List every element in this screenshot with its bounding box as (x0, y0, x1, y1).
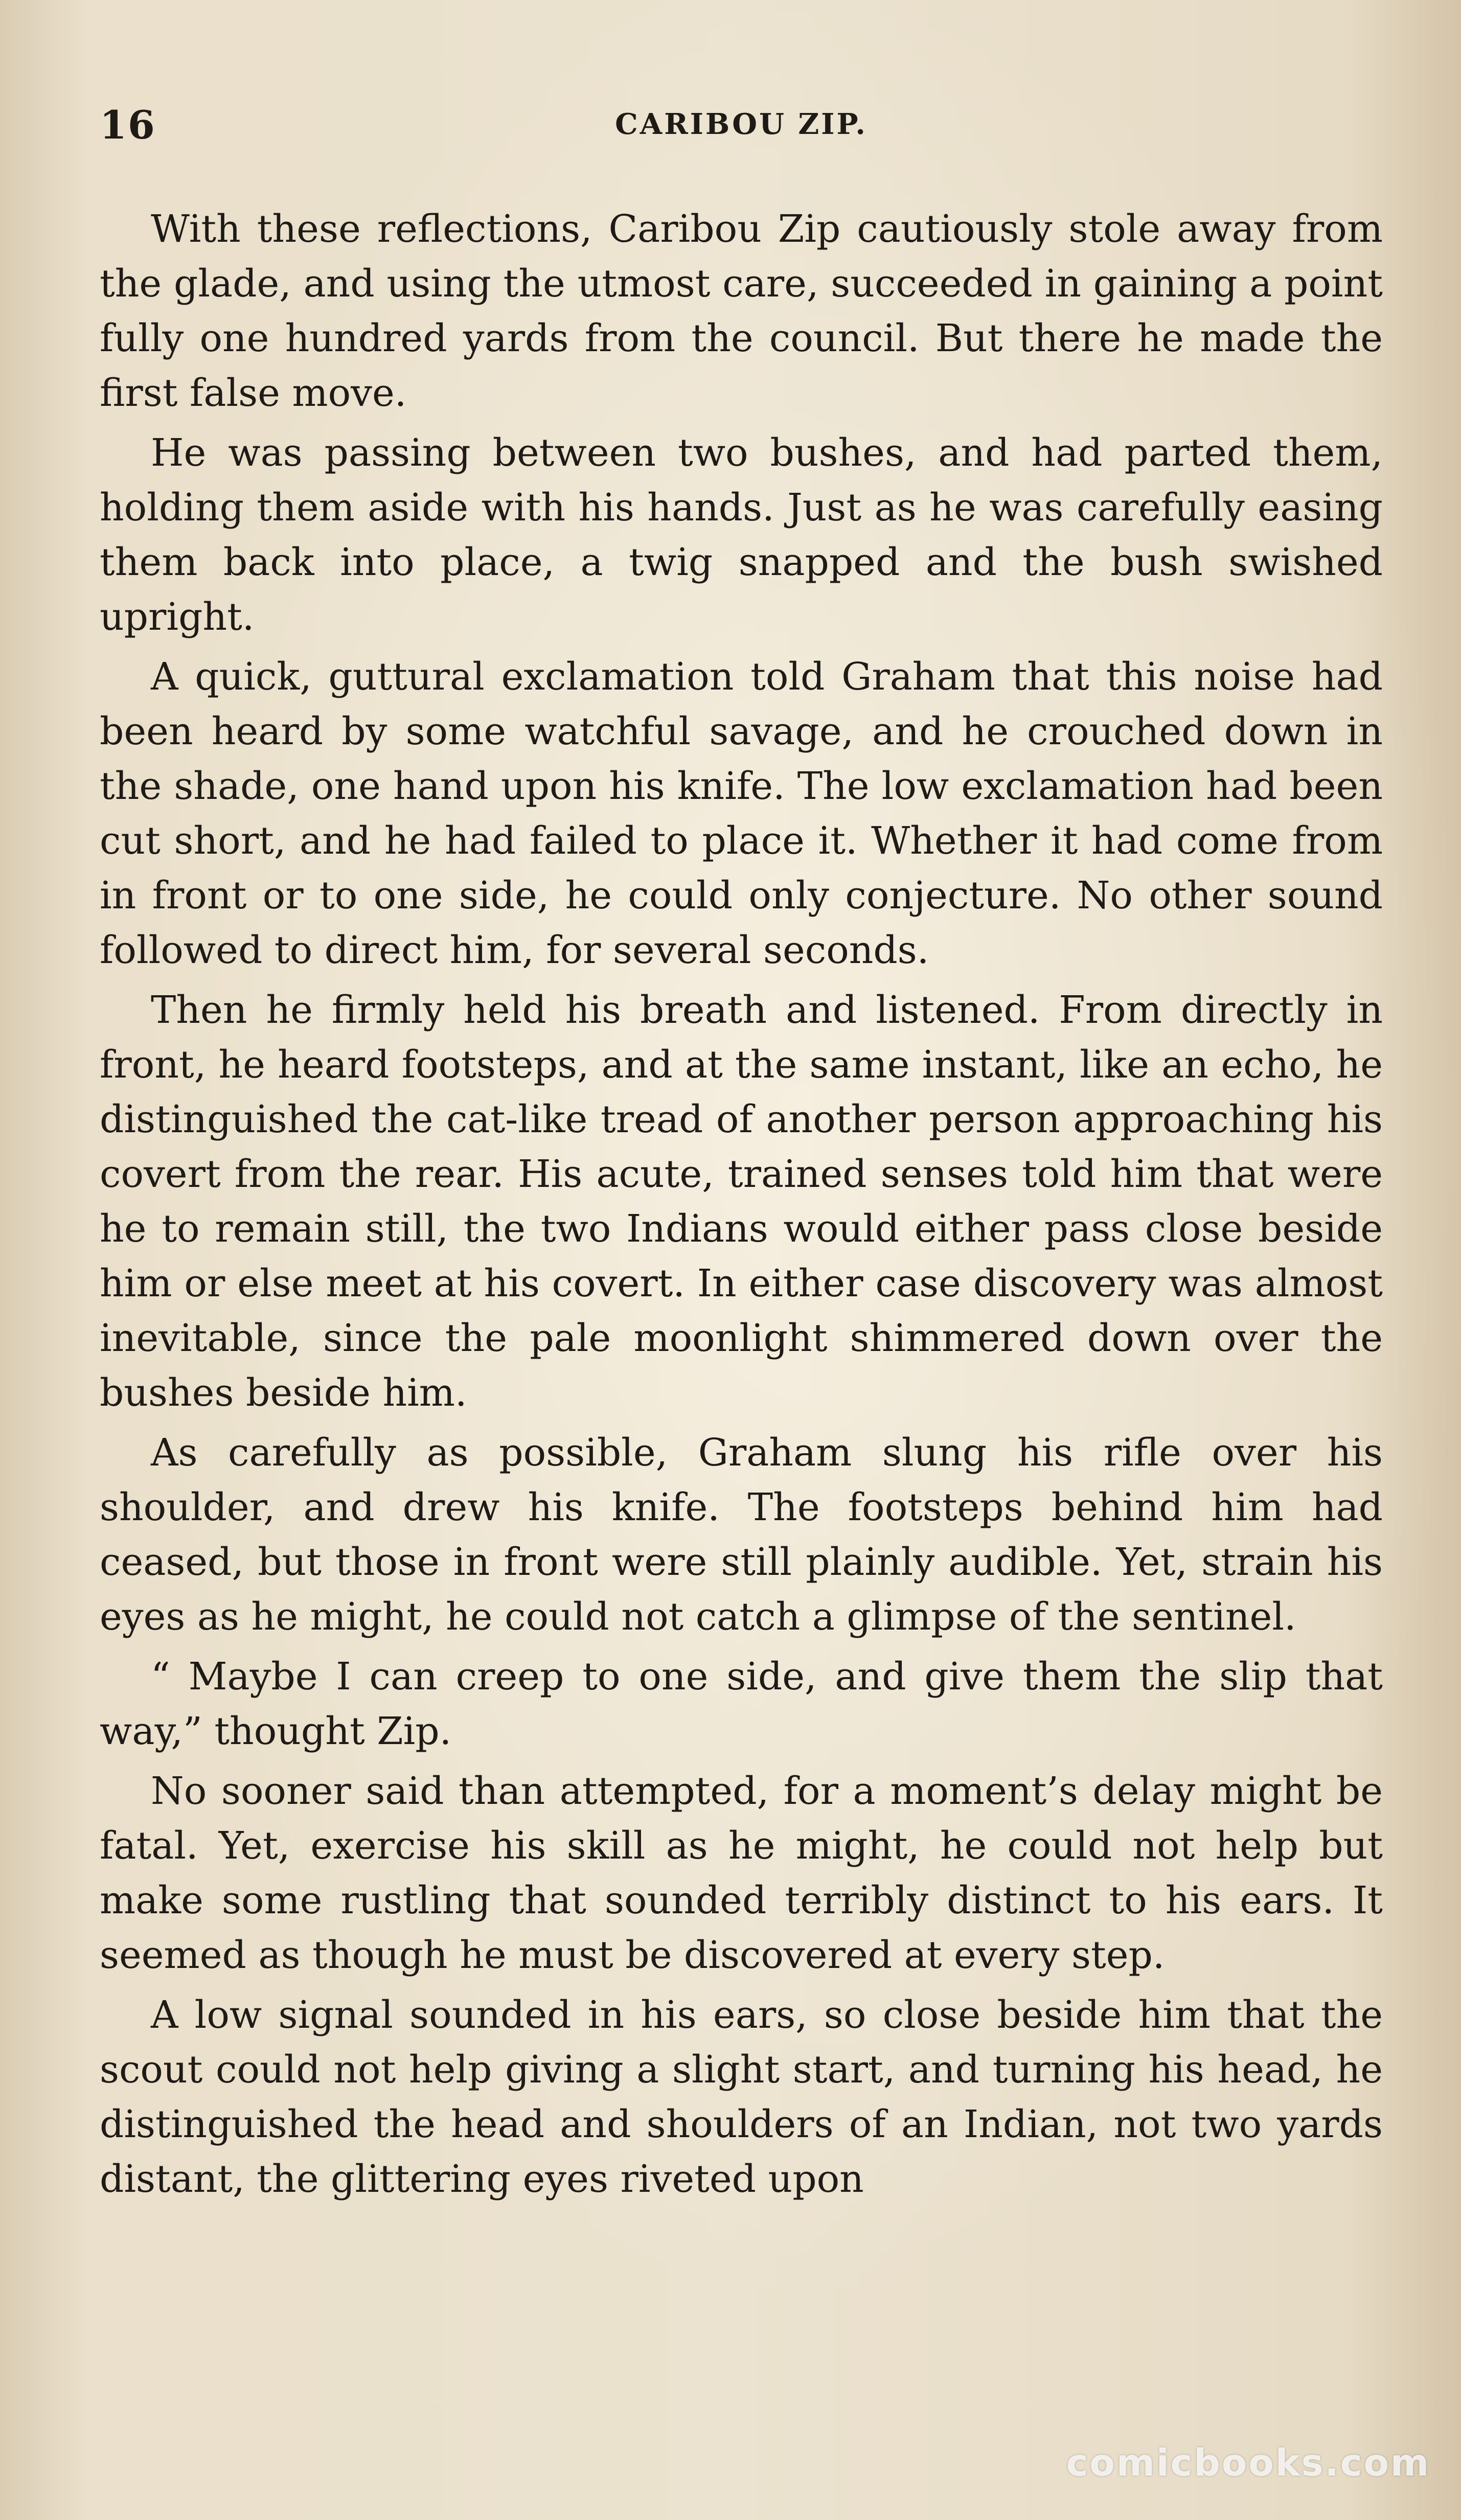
paragraph: “ Maybe I can creep to one side, and give them the slip that way,” thought Zip. (100, 1655, 1383, 1753)
paragraph: A quick, guttural exclamation told Graham that this noise had been heard by some watchful savage, and he crouched down in the shade, one hand upon his knife. The low exclamation had been cut short, and he had failed to place it. Whether it had come from in front or to one side, he could only conjecture. No other sound followed to direct him, for several seconds. (100, 655, 1383, 972)
paragraph: No sooner said than attempted, for a moment’s delay might be fatal. Yet, exercise his skill as he might, he could not help but make some rustling that sounded terribly distinct to his ears. It seemed as though he must be discovered at every step. (100, 1769, 1383, 1977)
paragraph: Then he firmly held his breath and listened. From directly in front, he heard footsteps, and at the same instant, like an echo, he distinguished the cat-like tread of another person approaching his covert from the rear. His acute, trained senses told him that were he to remain still, the two Indians would either pass close beside him or else meet at his covert. In either case discovery was almost inevitable, since the pale moonlight shimmered down over the bushes beside him. (100, 988, 1383, 1415)
paragraph: As carefully as possible, Graham slung his rifle over his shoulder, and drew his knife. The footsteps behind him had ceased, but those in front were still plainly audible. Yet, strain his eyes as he might, he could not catch a glimpse of the sentinel. (100, 1431, 1383, 1639)
body-text (100, 202, 1383, 2207)
watermark: comicbooks.com (1066, 2441, 1430, 2484)
running-title: CARIBOU ZIP. (615, 107, 868, 141)
paragraph: He was passing between two bushes, and had parted them, holding them aside with his hands. Just as he was carefully easing them back into place, a twig snapped and the bush swished upright. (100, 431, 1383, 639)
paragraph: A low signal sounded in his ears, so close beside him that the scout could not help giving a slight start, and turning his head, he distinguished the head and shoulders of an Indian, not two yards distant, the glittering eyes riveted upon (100, 1993, 1383, 2201)
page-number: 16 (100, 102, 156, 148)
paragraph: With these reflections, Caribou Zip cautiously stole away from the glade, and using the utmost care, succeeded in gaining a point fully one hundred yards from the council. But there he made the first false move. (100, 207, 1383, 415)
page-header (100, 102, 1383, 153)
